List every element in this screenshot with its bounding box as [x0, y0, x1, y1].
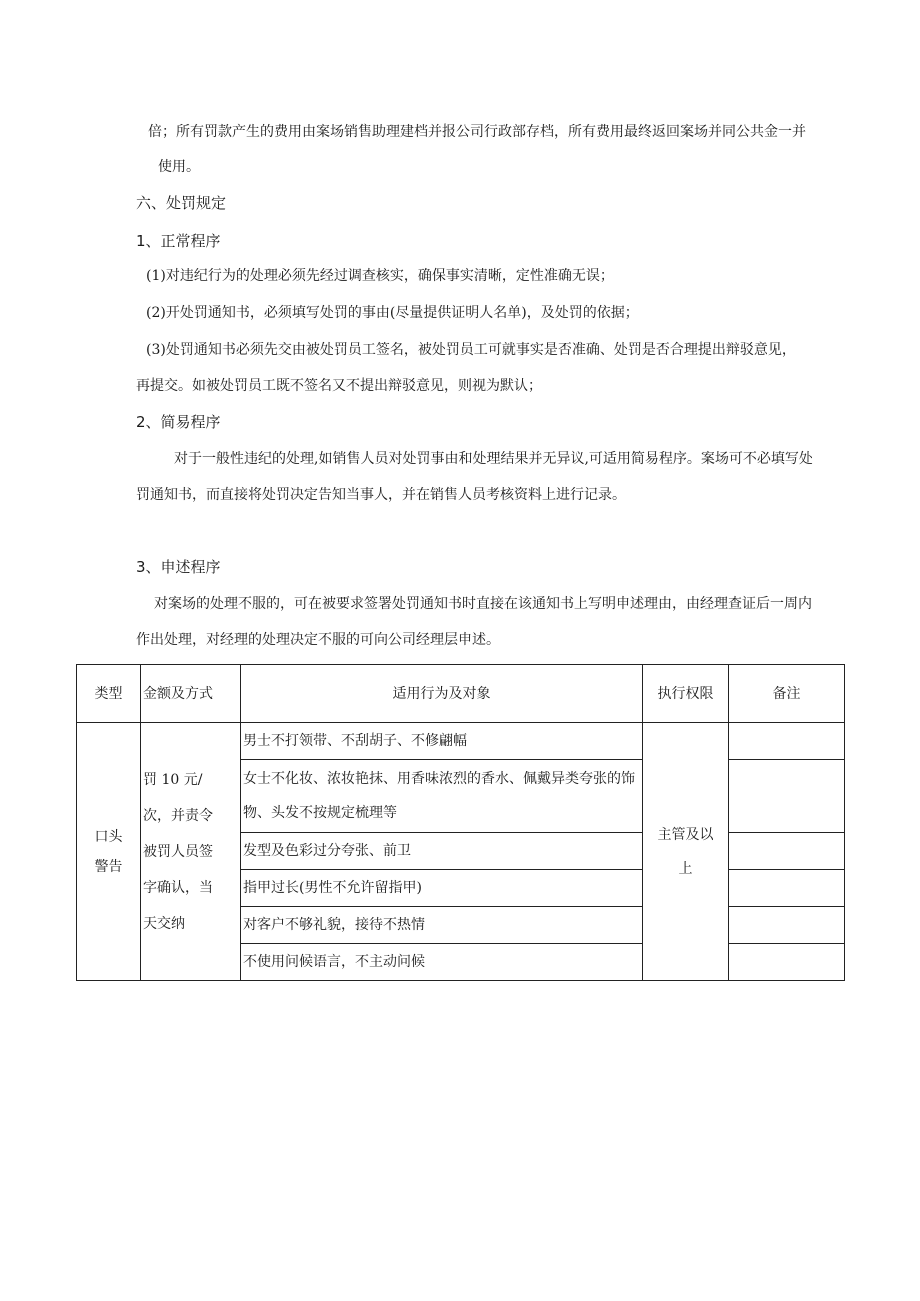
intro-line-1: 倍；所有罚款产生的费用由案场销售助理建档并报公司行政部存档，所有费用最终返回案场并同公共金一并 [148, 124, 806, 140]
subsection-2-title: 2、简易程序 [136, 413, 221, 431]
intro-line-2: 使用。 [158, 159, 200, 175]
table-header-row [77, 665, 845, 723]
behavior-cell: 不使用问候语言，不主动问候 [241, 944, 643, 981]
normal-procedure-item-3-cont: 再提交。如被处罚员工既不签名又不提出辩驳意见，则视为默认； [136, 378, 542, 394]
remarks-cell [729, 907, 845, 944]
normal-procedure-item-3: (3)处罚通知书必须先交由被处罚员工签名，被处罚员工可就事实是否准确、处罚是否合理提出辩驳意见， [146, 342, 796, 358]
simple-procedure-line-1: 对于一般性违纪的处理,如销售人员对处罚事由和处理结果并无异议,可适用简易程序。案场可不必填写处 [174, 451, 813, 467]
behavior-cell: 女士不化妆、浓妆艳抹、用香味浓烈的香水、佩戴异类夸张的饰物、头发不按规定梳理等 [241, 760, 643, 833]
appeal-procedure-line-1: 对案场的处理不服的，可在被要求签署处罚通知书时直接在该通知书上写明申述理由，由经理查证后一周内 [154, 596, 812, 612]
subsection-3-title: 3、申述程序 [136, 558, 221, 576]
penalty-table [76, 664, 845, 981]
header-amount: 金额及方式 [141, 665, 241, 723]
amount-cell [141, 723, 241, 981]
remarks-cell [729, 944, 845, 981]
authority-line-2: 上 [678, 860, 693, 877]
table-row [77, 723, 845, 760]
remarks-cell [729, 833, 845, 870]
behavior-cell: 发型及色彩过分夸张、前卫 [241, 833, 643, 870]
amount-line-4: 字确认，当 [143, 879, 213, 896]
remarks-cell [729, 723, 845, 760]
appeal-procedure-line-2: 作出处理，对经理的处理决定不服的可向公司经理层申述。 [136, 632, 500, 648]
section-title: 六、处罚规定 [136, 194, 227, 212]
amount-line-5: 天交纳 [143, 915, 185, 932]
authority-line-1: 主管及以 [657, 826, 714, 843]
authority-cell [643, 723, 729, 981]
subsection-1-title: 1、正常程序 [136, 232, 221, 250]
simple-procedure-line-2: 罚通知书，而直接将处罚决定告知当事人，并在销售人员考核资料上进行记录。 [136, 487, 626, 503]
header-type: 类型 [77, 665, 141, 723]
behavior-cell: 男士不打领带、不刮胡子、不修翩幅 [241, 723, 643, 760]
header-authority: 执行权限 [643, 665, 729, 723]
amount-line-3: 被罚人员签 [143, 843, 213, 860]
type-line-1: 口头 [94, 828, 123, 845]
remarks-cell [729, 870, 845, 907]
header-behavior: 适用行为及对象 [241, 665, 643, 723]
remarks-cell [729, 760, 845, 833]
type-cell [77, 723, 141, 981]
behavior-cell: 对客户不够礼貌，接待不热情 [241, 907, 643, 944]
amount-line-2: 次，并责令 [143, 807, 213, 824]
normal-procedure-item-2: (2)开处罚通知书，必须填写处罚的事由(尽量提供证明人名单)，及处罚的依据； [146, 305, 639, 321]
normal-procedure-item-1: (1)对违纪行为的处理必须先经过调查核实，确保事实清晰，定性准确无误； [146, 268, 614, 284]
header-remarks: 备注 [729, 665, 845, 723]
amount-line-1: 罚 10 元/ [143, 771, 203, 788]
behavior-cell: 指甲过长(男性不允许留指甲) [241, 870, 643, 907]
type-line-2: 警告 [94, 858, 123, 875]
